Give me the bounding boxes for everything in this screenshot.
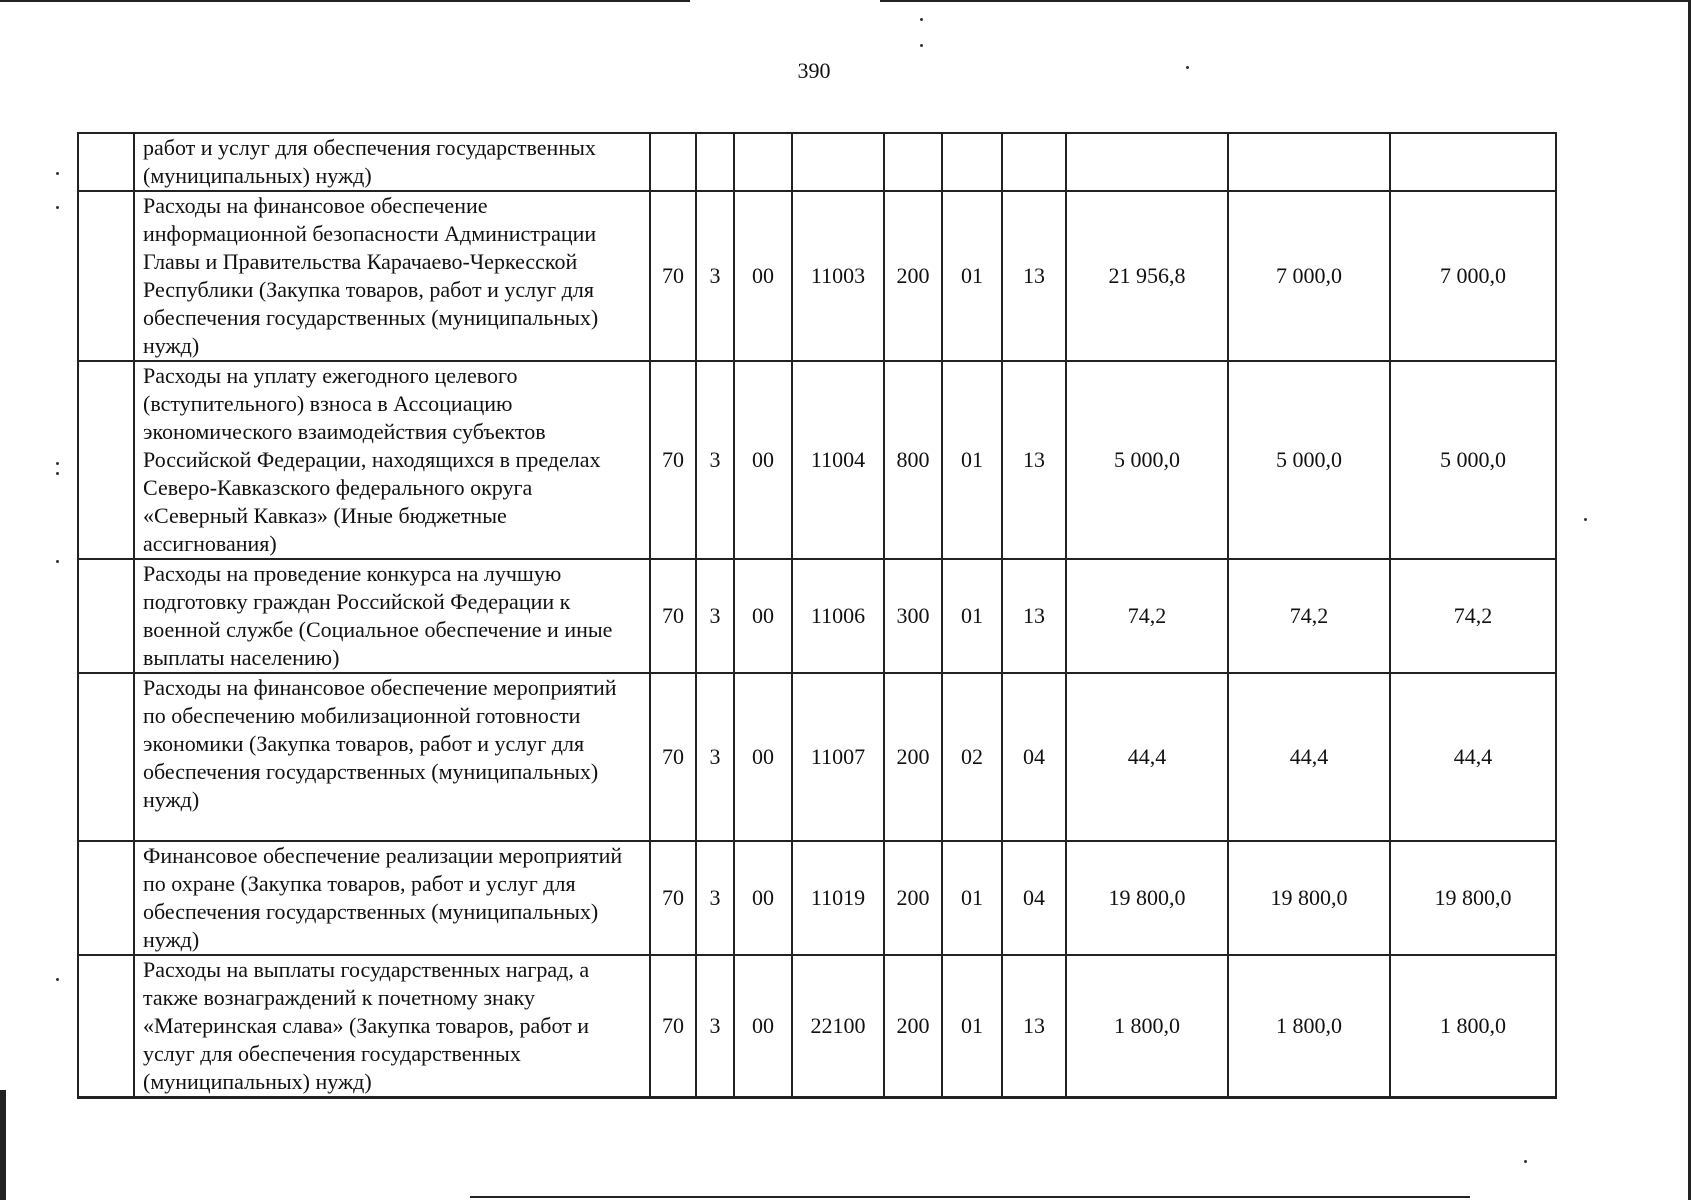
code-cell bbox=[696, 133, 734, 191]
row-index-cell bbox=[78, 191, 134, 361]
amount-cell: 74,2 bbox=[1066, 559, 1228, 673]
code-cell: 01 bbox=[942, 955, 1002, 1098]
code-cell: 11004 bbox=[792, 361, 884, 559]
code-cell: 01 bbox=[942, 191, 1002, 361]
code-cell: 11019 bbox=[792, 841, 884, 955]
code-cell: 01 bbox=[942, 841, 1002, 955]
code-cell: 13 bbox=[1002, 955, 1066, 1098]
scan-dot bbox=[920, 44, 923, 47]
scan-dot bbox=[1524, 1160, 1527, 1163]
scan-dot bbox=[56, 206, 59, 209]
description-cell: Финансовое обеспечение реализации мероприятий по охране (Закупка товаров, работ и услуг для обеспечения государственных (муниципальных) нужд) bbox=[134, 841, 650, 955]
table-row bbox=[78, 361, 1556, 559]
code-cell: 200 bbox=[884, 673, 942, 841]
code-cell: 00 bbox=[734, 361, 792, 559]
amount-cell: 7 000,0 bbox=[1390, 191, 1556, 361]
code-cell bbox=[792, 133, 884, 191]
table-row bbox=[78, 133, 1556, 191]
amount-cell: 7 000,0 bbox=[1228, 191, 1390, 361]
code-cell: 70 bbox=[650, 559, 696, 673]
scan-dot bbox=[56, 978, 59, 981]
code-cell: 3 bbox=[696, 673, 734, 841]
code-cell: 300 bbox=[884, 559, 942, 673]
table-row bbox=[78, 841, 1556, 955]
code-cell: 13 bbox=[1002, 361, 1066, 559]
description-cell: Расходы на финансовое обеспечение мероприятий по обеспечению мобилизационной готовности экономики (Закупка товаров, работ и услуг для обеспечения государственных (муниципальных) нужд) bbox=[134, 673, 650, 841]
code-cell: 200 bbox=[884, 841, 942, 955]
amount-cell: 19 800,0 bbox=[1228, 841, 1390, 955]
table-row bbox=[78, 673, 1556, 841]
code-cell bbox=[1002, 133, 1066, 191]
amount-cell: 44,4 bbox=[1066, 673, 1228, 841]
description-cell: Расходы на уплату ежегодного целевого (вступительного) взноса в Ассоциацию экономического взаимодействия субъектов Российской Федерации, находящихся в пределах Северо-Кавказского федерального округа «Северный Кавказ» (Иные бюджетные ассигнования) bbox=[134, 361, 650, 559]
amount-cell: 5 000,0 bbox=[1066, 361, 1228, 559]
code-cell: 00 bbox=[734, 955, 792, 1098]
code-cell: 3 bbox=[696, 361, 734, 559]
amount-cell bbox=[1390, 133, 1556, 191]
code-cell: 11006 bbox=[792, 559, 884, 673]
code-cell: 800 bbox=[884, 361, 942, 559]
code-cell: 00 bbox=[734, 841, 792, 955]
code-cell: 11007 bbox=[792, 673, 884, 841]
amount-cell: 21 956,8 bbox=[1066, 191, 1228, 361]
code-cell: 02 bbox=[942, 673, 1002, 841]
code-cell bbox=[884, 133, 942, 191]
code-cell: 70 bbox=[650, 955, 696, 1098]
amount-cell: 1 800,0 bbox=[1066, 955, 1228, 1098]
code-cell bbox=[650, 133, 696, 191]
row-index-cell bbox=[78, 841, 134, 955]
scan-dot bbox=[56, 560, 59, 563]
code-cell: 3 bbox=[696, 841, 734, 955]
amount-cell: 1 800,0 bbox=[1390, 955, 1556, 1098]
code-cell: 00 bbox=[734, 191, 792, 361]
code-cell: 04 bbox=[1002, 673, 1066, 841]
code-cell: 11003 bbox=[792, 191, 884, 361]
scan-dot bbox=[920, 18, 923, 21]
page-number: 390 bbox=[797, 58, 831, 83]
amount-cell: 5 000,0 bbox=[1390, 361, 1556, 559]
scan-edge-top-left bbox=[0, 0, 690, 2]
description-cell: работ и услуг для обеспечения государственных (муниципальных) нужд) bbox=[134, 133, 650, 191]
code-cell: 00 bbox=[734, 559, 792, 673]
amount-cell bbox=[1066, 133, 1228, 191]
amount-cell: 44,4 bbox=[1390, 673, 1556, 841]
code-cell: 13 bbox=[1002, 559, 1066, 673]
scan-dot bbox=[1584, 518, 1587, 521]
code-cell: 22100 bbox=[792, 955, 884, 1098]
description-cell: Расходы на финансовое обеспечение информационной безопасности Администрации Главы и Правительства Карачаево-Черкесской Республики (Закупка товаров, работ и услуг для обеспечения государственных (муниципальных) нужд) bbox=[134, 191, 650, 361]
code-cell: 200 bbox=[884, 955, 942, 1098]
amount-cell: 19 800,0 bbox=[1390, 841, 1556, 955]
code-cell: 70 bbox=[650, 841, 696, 955]
scan-dot bbox=[56, 172, 59, 175]
amount-cell bbox=[1228, 133, 1390, 191]
amount-cell: 44,4 bbox=[1228, 673, 1390, 841]
scan-dot bbox=[56, 462, 59, 465]
code-cell: 13 bbox=[1002, 191, 1066, 361]
table-row bbox=[78, 191, 1556, 361]
code-cell: 3 bbox=[696, 191, 734, 361]
table-row bbox=[78, 955, 1556, 1098]
row-index-cell bbox=[78, 133, 134, 191]
row-index-cell bbox=[78, 955, 134, 1098]
code-cell: 70 bbox=[650, 673, 696, 841]
scan-edge-top-right bbox=[880, 0, 1691, 2]
amount-cell: 19 800,0 bbox=[1066, 841, 1228, 955]
code-cell: 01 bbox=[942, 361, 1002, 559]
row-index-cell bbox=[78, 361, 134, 559]
code-cell bbox=[942, 133, 1002, 191]
code-cell bbox=[734, 133, 792, 191]
amount-cell: 1 800,0 bbox=[1228, 955, 1390, 1098]
code-cell: 3 bbox=[696, 955, 734, 1098]
scan-dot bbox=[56, 472, 59, 475]
scan-edge-bottom bbox=[470, 1196, 1470, 1198]
amount-cell: 74,2 bbox=[1390, 559, 1556, 673]
budget-table bbox=[77, 132, 1557, 1099]
scan-dot bbox=[1186, 66, 1189, 69]
code-cell: 3 bbox=[696, 559, 734, 673]
code-cell: 70 bbox=[650, 361, 696, 559]
table-row bbox=[78, 559, 1556, 673]
code-cell: 00 bbox=[734, 673, 792, 841]
row-index-cell bbox=[78, 559, 134, 673]
amount-cell: 5 000,0 bbox=[1228, 361, 1390, 559]
amount-cell: 74,2 bbox=[1228, 559, 1390, 673]
row-index-cell bbox=[78, 673, 134, 841]
description-cell: Расходы на проведение конкурса на лучшую подготовку граждан Российской Федерации к военной службе (Социальное обеспечение и иные выплаты населению) bbox=[134, 559, 650, 673]
code-cell: 01 bbox=[942, 559, 1002, 673]
description-cell: Расходы на выплаты государственных наград, а также вознаграждений к почетному знаку «Материнская слава» (Закупка товаров, работ и услуг для обеспечения государственных (муниципальных) нужд) bbox=[134, 955, 650, 1098]
code-cell: 200 bbox=[884, 191, 942, 361]
code-cell: 04 bbox=[1002, 841, 1066, 955]
scan-edge-left bbox=[0, 1090, 6, 1200]
code-cell: 70 bbox=[650, 191, 696, 361]
